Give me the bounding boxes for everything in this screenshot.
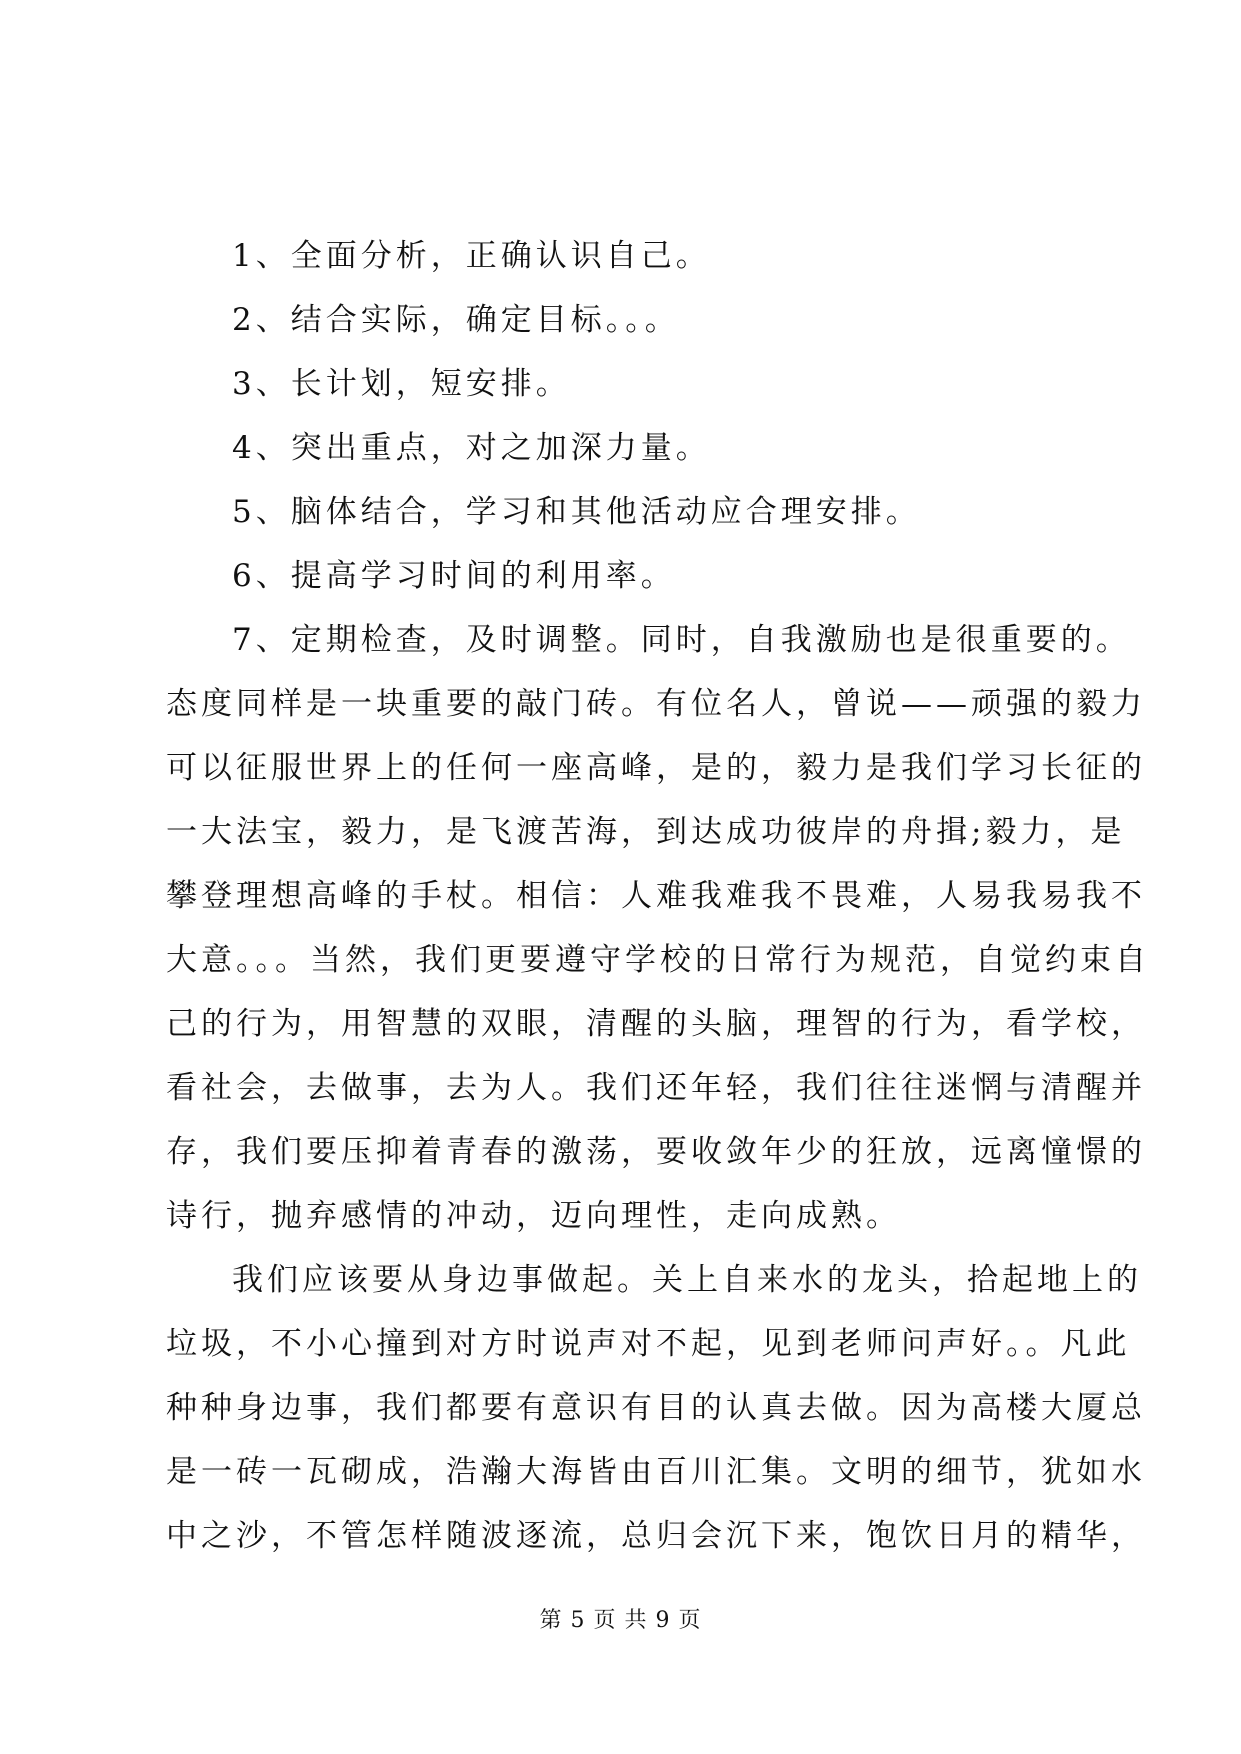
paragraph-line: 己的行为，用智慧的双眼，清醒的头脑，理智的行为，看学校， <box>166 1006 1146 1042</box>
list-item-6: 6、提高学习时间的利用率。 <box>232 558 676 594</box>
paragraph-line: 存，我们要压抑着青春的激荡，要收敛年少的狂放，远离憧憬的 <box>166 1134 1146 1170</box>
paragraph-line: 大意。。。当然，我们更要遵守学校的日常行为规范，自觉约束自 <box>166 942 1150 978</box>
paragraph-line: 中之沙，不管怎样随波逐流，总归会沉下来，饱饮日月的精华， <box>166 1518 1146 1554</box>
paragraph-line: 垃圾，不小心撞到对方时说声对不起，见到老师问声好。。凡此 <box>166 1326 1131 1362</box>
paragraph-1 <box>166 608 1150 1248</box>
list-item-5: 5、脑体结合，学习和其他活动应合理安排。 <box>232 494 921 530</box>
paragraph-line: 看社会，去做事，去为人。我们还年轻，我们往往迷惘与清醒并 <box>166 1070 1146 1106</box>
paragraph-line: 攀登理想高峰的手杖。相信：人难我难我不畏难，人易我易我不 <box>166 878 1146 914</box>
list-item-4: 4、突出重点，对之加深力量。 <box>232 430 711 466</box>
document-body <box>166 224 1150 1568</box>
paragraph-line: 可以征服世界上的任何一座高峰，是的，毅力是我们学习长征的 <box>166 750 1146 786</box>
paragraph-line: 种种身边事，我们都要有意识有目的认真去做。因为高楼大厦总 <box>166 1390 1146 1426</box>
paragraph-2 <box>166 1248 1146 1568</box>
list-item-3: 3、长计划，短安排。 <box>232 366 571 402</box>
paragraph-line: 诗行，抛弃感情的冲动，迈向理性，走向成熟。 <box>166 1198 901 1234</box>
paragraph-line: 我们应该要从身边事做起。关上自来水的龙头，拾起地上的 <box>232 1262 1142 1298</box>
list-item-1: 1、全面分析，正确认识自己。 <box>232 238 711 274</box>
paragraph-line: 是一砖一瓦砌成，浩瀚大海皆由百川汇集。文明的细节，犹如水 <box>166 1454 1146 1490</box>
list-item-2: 2、结合实际，确定目标。。。 <box>232 302 680 338</box>
paragraph-line: 7、定期检查，及时调整。同时，自我激励也是很重要的。 <box>232 622 1131 658</box>
paragraph-line: 一大法宝，毅力，是飞渡苦海，到达成功彼岸的舟揖;毅力，是 <box>166 814 1126 850</box>
paragraph-line: 态度同样是一块重要的敲门砖。有位名人，曾说——顽强的毅力 <box>166 686 1146 722</box>
page-number-footer: 第 5 页 共 9 页 <box>539 1608 702 1633</box>
